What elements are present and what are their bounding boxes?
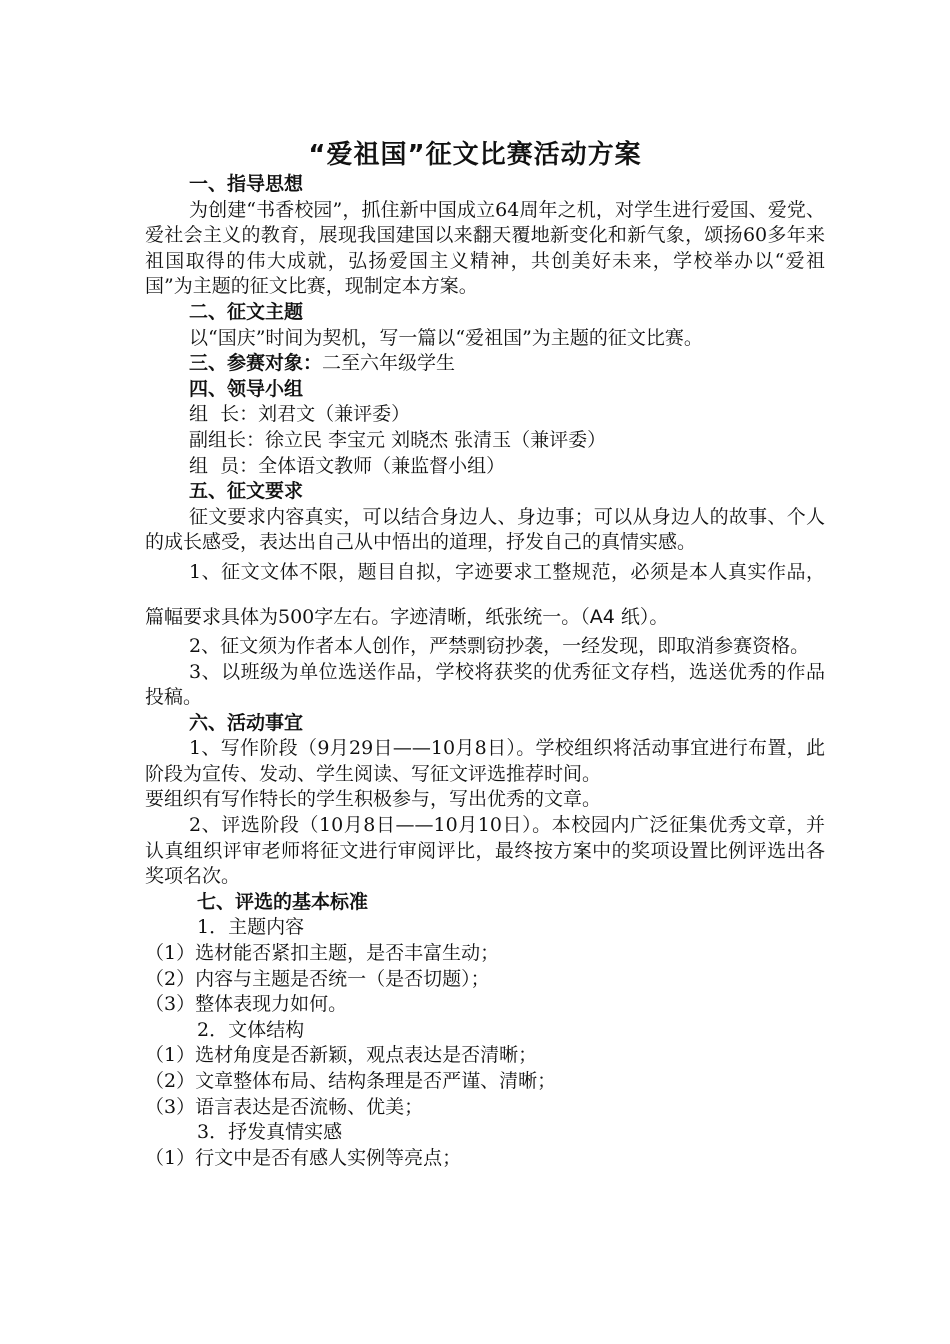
section-6-item-1-continued: 要组织有写作特长的学生积极参与，写出优秀的文章。 — [145, 788, 602, 811]
section-5-item-1-tail: 纸）。 — [614, 605, 669, 628]
criterion-2-item-3: （3）语言表达是否流畅、优美； — [145, 1095, 424, 1118]
section-5-item-2: 2、征文须为作者本人创作，严禁剽窃抄袭，一经发现，即取消参赛资格。 — [189, 634, 810, 657]
section-6-item-1: 1、写作阶段（9月29日——10月8日）。学校组织将活动事宜进行布置，此阶段为宣传、发动、学生阅读、写征文评选推荐时间。 — [145, 737, 825, 785]
section-1-heading: 一、指导思想 — [189, 173, 304, 195]
vice-leader-line: 副组长：徐立民 李宝元 刘晓杰 张清玉（兼评委） — [189, 428, 607, 451]
section-6-item-2: 2、评选阶段（10月8日——10月10日）。本校园内广泛征集优秀文章，并认真组织评审老师将征文进行审阅评比，最终按方案中的奖项设置比例评选出各奖项名次。 — [145, 814, 825, 888]
section-1-paragraph: 为创建“书香校园”，抓住新中国成立64周年之机，对学生进行爱国、爱党、爱社会主义的教育，展现我国建国以来翻天覆地新变化和新气象，颂扬60多年来祖国取得的伟大成就，弘扬爱国主义精神，共创美好未来，学校举办以“爱祖国”为主题的征文比赛，现制定本方案。 — [145, 198, 825, 298]
section-5-item-3: 3、以班级为单位选送作品，学校将获奖的优秀征文存档，选送优秀的作品投稿。 — [145, 660, 825, 709]
members-line: 组 员：全体语文教师（兼监督小组） — [189, 454, 506, 477]
section-3-text: 二至六年级学生 — [322, 352, 456, 375]
section-2-heading: 二、征文主题 — [189, 300, 304, 323]
criterion-3-item-1: （1）行文中是否有感人实例等亮点； — [145, 1146, 462, 1169]
criterion-2-title: 2．文体结构 — [197, 1018, 305, 1041]
section-5-item-1 — [145, 550, 825, 640]
document-title: “爱祖国”征文比赛活动方案 — [308, 140, 642, 170]
section-5-item-1-text: 1、征文文体不限，题目自拟，字迹要求工整规范，必须是本人真实作品，篇幅要求具体为500字左右。字迹清晰，纸张统一。（ — [145, 560, 825, 628]
section-7-heading: 七、评选的基本标准 — [197, 890, 369, 913]
criterion-3-title: 3．抒发真情实感 — [197, 1121, 343, 1144]
section-4-heading: 四、领导小组 — [189, 377, 304, 400]
section-5-paragraph-intro: 征文要求内容真实，可以结合身边人、身边事；可以从身边人的故事、个人的成长感受，表达出自己从中悟出的道理，抒发自己的真情实感。 — [145, 505, 825, 554]
leader-line: 组 长：刘君文（兼评委） — [189, 403, 411, 426]
criterion-1-item-1: （1）选材能否紧扣主题，是否丰富生动； — [145, 942, 500, 965]
section-6-heading: 六、活动事宜 — [189, 711, 304, 734]
section-2-paragraph: 以“国庆”时间为契机，写一篇以“爱祖国”为主题的征文比赛。 — [189, 326, 703, 349]
criterion-2-item-2: （2）文章整体布局、结构条理是否严谨、清晰； — [145, 1070, 557, 1092]
criterion-2-item-1: （1）选材角度是否新颖，观点表达是否清晰； — [145, 1044, 538, 1067]
criterion-1-item-3: （3）整体表现力如何。 — [145, 993, 348, 1016]
section-3-heading: 三、参赛对象： — [189, 352, 323, 375]
document-body — [145, 172, 825, 1171]
paper-size: A4 — [589, 605, 615, 628]
criterion-1-item-2: （2）内容与主题是否统一（是否切题）； — [145, 967, 490, 990]
section-3-line — [145, 351, 825, 377]
section-5-heading: 五、征文要求 — [189, 480, 304, 503]
criterion-1-title: 1．主题内容 — [197, 916, 305, 939]
